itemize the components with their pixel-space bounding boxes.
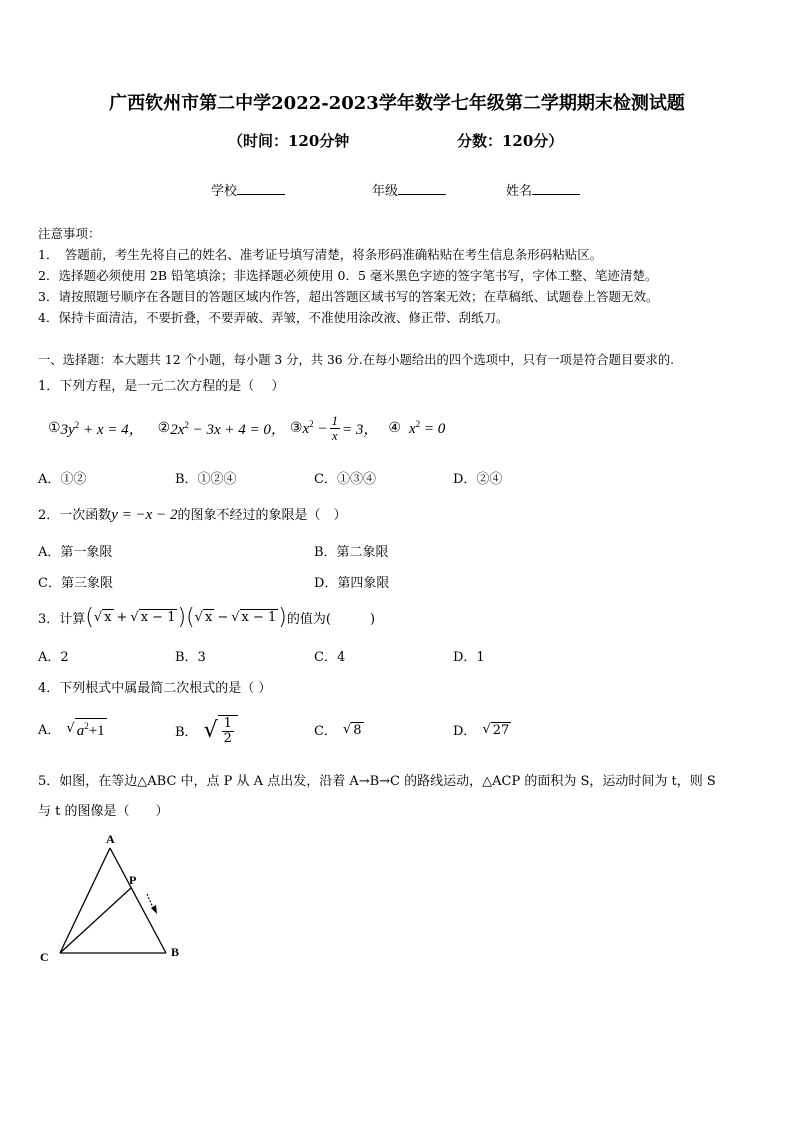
side-ac (60, 848, 110, 953)
note-1: 1． 答题前，考生先将自己的姓名、准考证号填写清楚，将条形码准确粘贴在考生信息条形码粘贴区。 (38, 247, 603, 262)
q4-option-a[interactable]: A． √ $a^2+1$ (38, 718, 107, 739)
q1-option-b[interactable]: B．①②④ (175, 472, 237, 487)
q3-option-c[interactable]: C．4 (314, 650, 346, 665)
label-p: P (129, 873, 137, 887)
q1-eq3: $x^2$ − (302, 418, 328, 437)
label-b: B (171, 945, 180, 959)
q3-option-b[interactable]: B．3 (175, 650, 206, 665)
q1-option-c[interactable]: C．①③④ (314, 472, 376, 487)
q1-eq4-marker: ④ (388, 420, 401, 436)
q5-stem-line2: 与 t 的图像是（ ） (38, 804, 169, 819)
q1-option-a[interactable]: A．①② (38, 472, 87, 487)
q3-sqrt-x-minus-1-2: x − 1 (241, 610, 277, 625)
name-label: 姓名 (506, 184, 533, 199)
motion-arrow-head (151, 905, 157, 914)
side-ab (110, 848, 166, 953)
note-3: 3．请按照题号顺序在各题目的答题区域内作答，超出答题区域书写的答案无效；在草稿纸、试题卷上答题无效。 (38, 289, 659, 304)
q2-option-d[interactable]: D．第四象限 (314, 576, 390, 591)
school-label: 学校 (211, 184, 238, 199)
q1-eq3-marker: ③ (289, 420, 303, 436)
exam-score: 分数：120分） (457, 132, 564, 150)
q1-eq1-marker: ① (48, 420, 61, 436)
segment-cp (60, 888, 131, 953)
q1-eq3-fraction: $\frac{1}{x}$ (331, 412, 339, 443)
note-4: 4．保持卡面清洁，不要折叠，不要弄破、弄皱，不准使用涂改液、修正带、刮纸刀。 (38, 310, 509, 325)
q2-option-c[interactable]: C．第三象限 (38, 576, 113, 591)
q2-function: y = −x − 2 (111, 507, 178, 523)
grade-blank[interactable] (398, 182, 446, 195)
q3-sqrt-x-minus-1: x − 1 (140, 610, 176, 625)
label-c: C (40, 950, 49, 964)
notes-heading: 注意事项： (38, 226, 101, 241)
q2-option-b[interactable]: B．第二象限 (314, 545, 389, 560)
q3-option-a[interactable]: A．2 (38, 650, 69, 665)
q1-stem: 1．下列方程，是一元二次方程的是（ ） (38, 379, 285, 394)
q3-stem: 3．计算 ( √ x + √ x − 1 ) ( √ x − √ x − 1 ) 的值为( ) (38, 604, 376, 630)
q1-option-d[interactable]: D．②④ (453, 472, 503, 487)
q4-option-d[interactable]: D． √ 27 (453, 722, 510, 739)
q4-stem: 4．下列根式中属最简二次根式的是（ ） (38, 681, 272, 696)
q3-option-d[interactable]: D．1 (453, 650, 485, 665)
q1-eq1: $3y^2 + x = 4$， (60, 419, 144, 438)
page-title: 广西钦州市第二中学2022-2023学年数学七年级第二学期期末检测试题 (109, 93, 685, 114)
exam-time: （时间：120分钟 (228, 132, 350, 150)
section-heading: 一、选择题：本大题共 12 个小题，每小题 3 分，共 36 分.在每小题给出的四个选项中，只有一项是符合题目要求的. (38, 353, 675, 367)
note-2: 2．选择题必须使用 2B 铅笔填涂；非选择题必须使用 0．5 毫米黑色字迹的签字笔书写，字体工整、笔迹清楚。 (38, 268, 658, 283)
name-blank[interactable] (532, 182, 580, 195)
q1-eq2-marker: ② (157, 420, 171, 436)
q1-eq4: $x^2 = 0$ (408, 418, 446, 437)
q4-option-b[interactable]: B． √ $\frac{1}{2}$ (175, 708, 238, 752)
q5-stem-line1: 5．如图，在等边△ABC 中，点 P 从 A 点出发，沿着 A→B→C 的路线运动，△ACP 的面积为 S，运动时间为 t，则 S (38, 774, 716, 789)
grade-field (372, 180, 446, 199)
q1-equations (48, 408, 445, 448)
name-field (506, 180, 580, 199)
label-a: A (106, 832, 115, 846)
q4-option-c[interactable]: C． √ 8 (314, 722, 362, 739)
q3-sqrt-x-2: x (204, 610, 213, 625)
q3-sqrt-x: x (104, 610, 112, 625)
school-field (211, 180, 285, 199)
q1-eq2: $2x^2 - 3x + 4 = 0$， (170, 419, 286, 438)
q2-option-a[interactable]: A．第一象限 (38, 545, 113, 560)
grade-label: 年级 (372, 184, 399, 199)
q5-triangle-figure (30, 828, 200, 968)
q2-stem: 2．一次函数y = −x − 2的图象不经过的象限是（ ） (38, 507, 347, 523)
school-blank[interactable] (237, 182, 285, 195)
q1-eq3-rest: = 3， (342, 421, 379, 438)
